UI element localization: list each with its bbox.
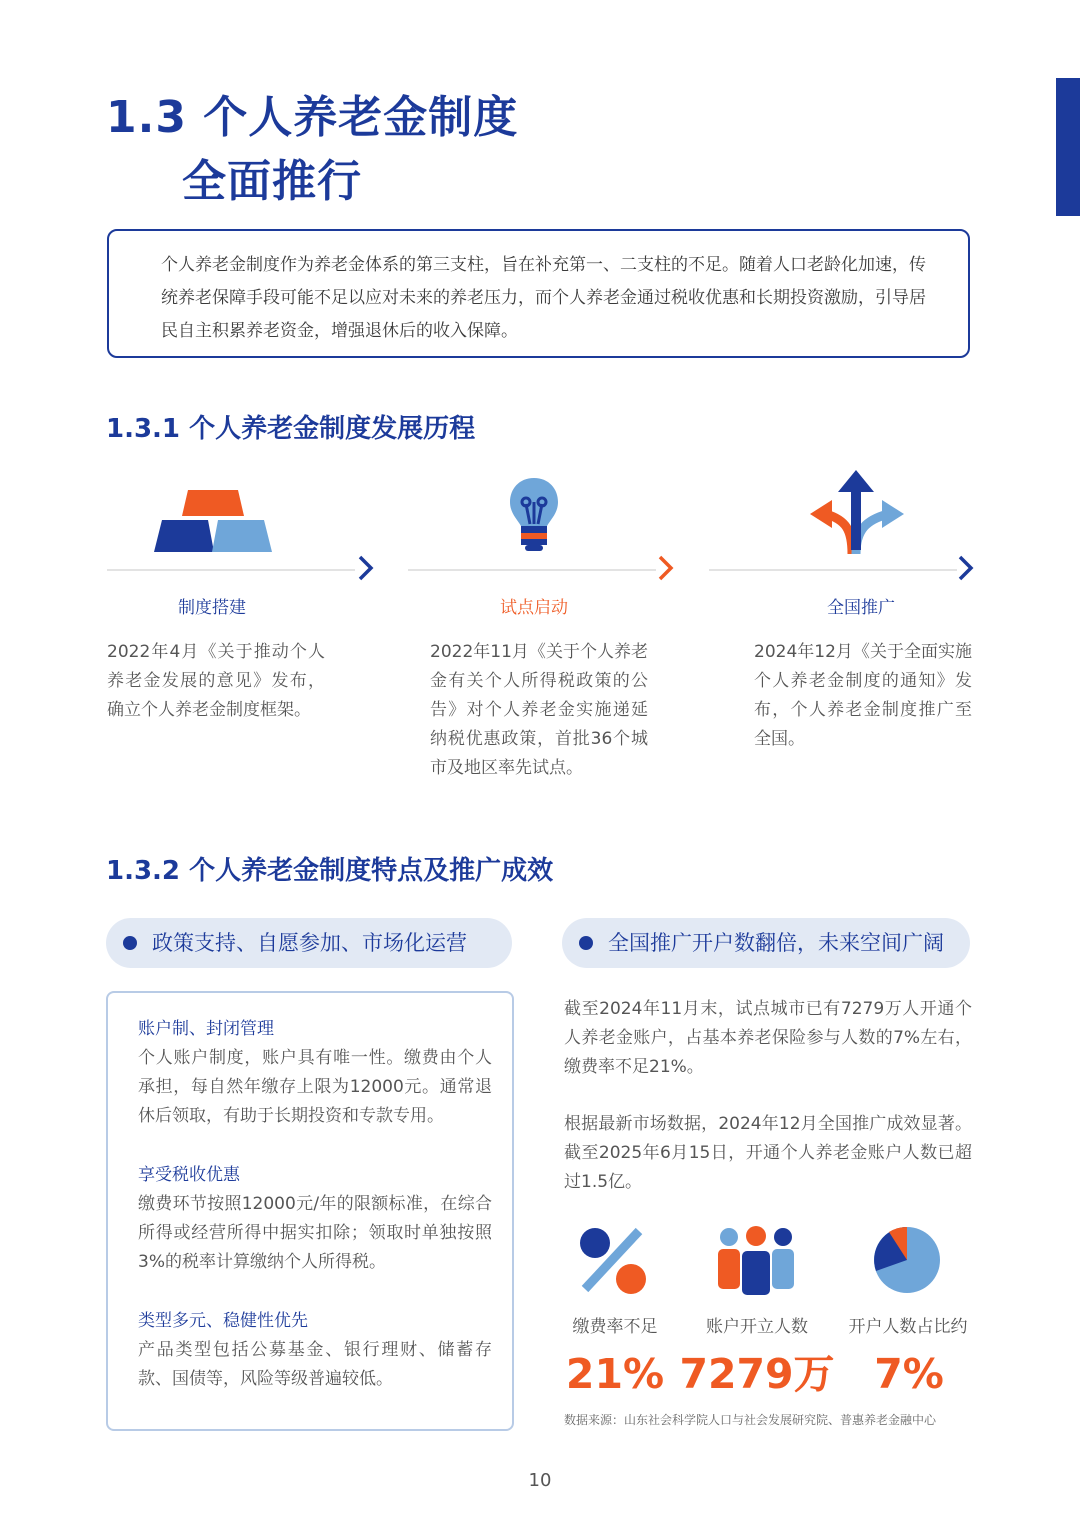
side-page-tab <box>1056 78 1080 216</box>
feature-item <box>138 1161 492 1277</box>
nationwide-stats-paragraph: 根据最新市场数据，2024年12月全国推广成效显著。截至2025年6月15日，开通个人养老金账户人数已超过1.5亿。 <box>564 1114 972 1192</box>
bullet-dot <box>123 936 137 950</box>
chevron-right-icon <box>656 553 676 583</box>
stat-label-accounts: 账户开立人数 <box>706 1317 808 1337</box>
section-heading-line1: 1.3 个人养老金制度 <box>106 92 519 143</box>
step-title-nationwide: 全国推广 <box>827 598 895 618</box>
timeline-divider-1 <box>107 569 355 571</box>
stat-label-contribution: 缴费率不足 <box>572 1317 658 1337</box>
feature-title: 享受税收优惠 <box>138 1165 240 1185</box>
growth-pill <box>562 918 970 968</box>
policy-pill <box>106 918 512 968</box>
feature-text: 个人账户制度，账户具有唯一性。缴费由个人承担，每自然年缴存上限为12000元。通常退休后领取，有助于长期投资和专款专用。 <box>138 1048 492 1126</box>
pie-chart-icon <box>872 1225 942 1295</box>
feature-title: 账户制、封闭管理 <box>138 1019 274 1039</box>
features-heading: 1.3.2 个人养老金制度特点及推广成效 <box>106 856 554 886</box>
chevron-right-icon <box>356 553 376 583</box>
step-text-build: 2022年4月《关于推动个人养老金发展的意见》发布，确立个人养老金制度框架。 <box>107 642 325 720</box>
gold-bars-icon <box>152 486 276 556</box>
percent-icon <box>577 1225 649 1297</box>
bullet-dot <box>579 936 593 950</box>
timeline-divider-3 <box>709 569 957 571</box>
growth-pill-label: 全国推广开户数翻倍，未来空间广阔 <box>608 931 944 955</box>
feature-title: 类型多元、稳健性优先 <box>138 1311 308 1331</box>
policy-pill-label: 政策支持、自愿参加、市场化运营 <box>152 931 467 955</box>
feature-text: 产品类型包括公募基金、银行理财、储蓄存款、国债等，风险等级普遍较低。 <box>138 1340 492 1389</box>
section-heading-line2: 全面推行 <box>182 156 362 207</box>
stat-value-ratio: 7% <box>874 1350 944 1398</box>
history-heading: 1.3.1 个人养老金制度发展历程 <box>106 414 476 444</box>
feature-item <box>138 1307 492 1394</box>
chevron-right-icon <box>956 553 976 583</box>
stat-value-contribution: 21% <box>565 1350 665 1398</box>
pilot-stats-paragraph: 截至2024年11月末，试点城市已有7279万人开通个人养老金账户，占基本养老保险参与人数的7%左右，缴费率不足21%。 <box>564 999 972 1077</box>
features-box <box>106 991 514 1431</box>
feature-item <box>138 1015 492 1131</box>
stat-value-accounts: 7279万 <box>679 1350 835 1398</box>
step-title-build: 制度搭建 <box>178 598 246 618</box>
intro-box <box>107 229 970 358</box>
step-title-pilot: 试点启动 <box>500 598 568 618</box>
feature-text: 缴费环节按照12000元/年的限额标准，在综合所得或经营所得中据实扣除；领取时单独按照3%的税率计算缴纳个人所得税。 <box>138 1194 492 1272</box>
intro-text: 个人养老金制度作为养老金体系的第三支柱，旨在补充第一、二支柱的不足。随着人口老龄化加速，传统养老保障手段可能不足以应对未来的养老压力，而个人养老金通过税收优惠和长期投资激励，引导居民自主积累养老资金，增强退休后的收入保障。 <box>161 255 926 341</box>
timeline-divider-2 <box>408 569 656 571</box>
direction-arrows-icon <box>810 470 906 554</box>
data-source-note: 数据来源：山东社会科学院人口与社会发展研究院、普惠养老金融中心 <box>564 1413 937 1427</box>
stat-label-ratio: 开户人数占比约 <box>848 1317 968 1337</box>
step-text-nationwide: 2024年12月《关于全面实施个人养老金制度的通知》发布，个人养老金制度推广至全国。 <box>754 642 972 749</box>
page-number: 10 <box>528 1470 552 1491</box>
step-text-pilot: 2022年11月《关于个人养老金有关个人所得税政策的公告》对个人养老金实施递延纳税优惠政策，首批36个城市及地区率先试点。 <box>430 642 648 778</box>
lightbulb-icon <box>506 474 562 558</box>
people-icon <box>716 1225 796 1297</box>
